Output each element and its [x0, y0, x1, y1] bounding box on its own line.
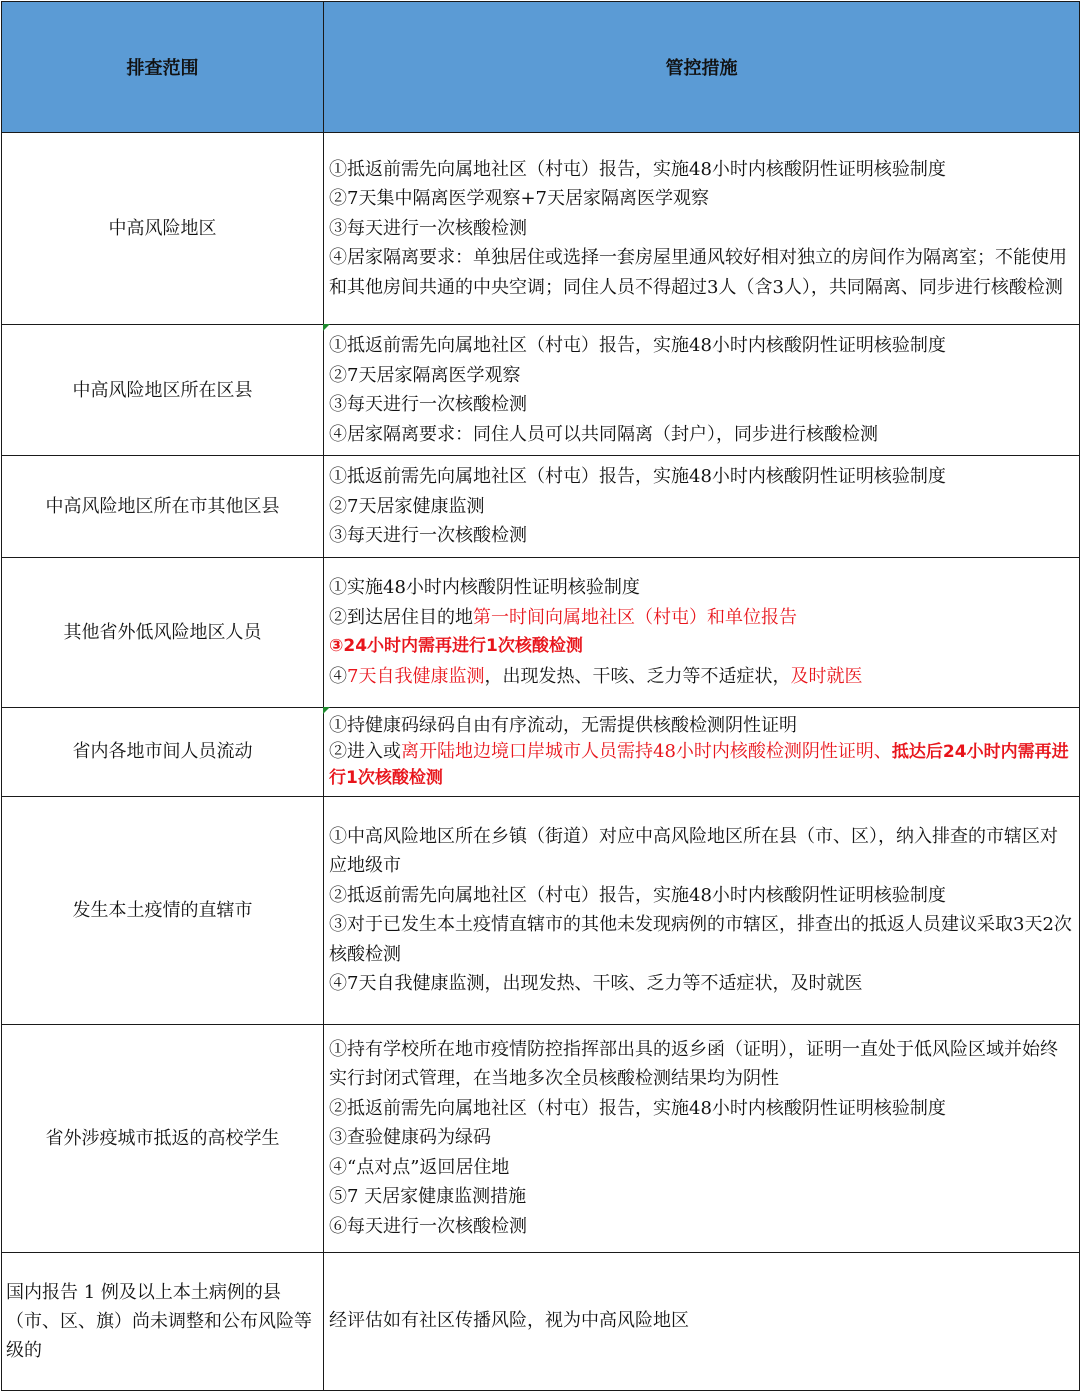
measure-item: ④“点对点”返回居住地	[329, 1156, 510, 1178]
measure-item: ②7天居家健康监测	[329, 495, 485, 517]
table-row	[2, 133, 1080, 325]
measure-item: ②7天居家隔离医学观察	[329, 364, 521, 386]
measure-item: ②抵返前需先向属地社区（村屯）报告，实施48小时内核酸阴性证明核验制度	[329, 1097, 946, 1119]
highlight-text: 及时就医	[790, 665, 863, 687]
table-row	[2, 707, 1080, 796]
header-measures: 管控措施	[324, 2, 1080, 133]
scope-cell: 中高风险地区所在区县	[2, 325, 324, 456]
highlight-text: 离开陆地边境口岸城市人员需持48小时内核酸检测阴性证明、	[401, 740, 892, 762]
measure-text: ②到达居住目的地	[329, 606, 473, 628]
measures-cell	[324, 133, 1080, 325]
measures-cell	[324, 1252, 1080, 1390]
table-row	[2, 1024, 1080, 1252]
measures-cell	[324, 557, 1080, 707]
measure-item: ①实施48小时内核酸阴性证明核验制度	[329, 577, 640, 598]
measure-item: ②抵返前需先向属地社区（村屯）报告，实施48小时内核酸阴性证明核验制度	[329, 884, 946, 906]
highlight-text: 第一时间向属地社区（村屯）和单位报告	[473, 606, 797, 628]
scope-cell: 省外涉疫城市抵返的高校学生	[2, 1024, 324, 1252]
measure-item: ⑥每天进行一次核酸检测	[329, 1215, 527, 1237]
scope-cell: 中高风险地区所在市其他区县	[2, 456, 324, 558]
control-measures-table	[1, 1, 1080, 1391]
measure-text: ④	[329, 665, 347, 687]
scope-cell: 中高风险地区	[2, 133, 324, 325]
table-row	[2, 1252, 1080, 1390]
measure-item: ①抵返前需先向属地社区（村屯）报告，实施48小时内核酸阴性证明核验制度	[329, 158, 946, 180]
header-scope: 排查范围	[2, 2, 324, 133]
table-row	[2, 557, 1080, 707]
scope-cell: 省内各地市间人员流动	[2, 707, 324, 796]
measure-item: ③每天进行一次核酸检测	[329, 394, 527, 415]
measure-item: ④居家隔离要求：单独居住或选择一套房屋里通风较好相对独立的房间作为隔离室；不能使用和其他房间共通的中央空调；同住人员不得超过3人（含3人），共同隔离、同步进行核酸检测	[329, 247, 1067, 298]
measure-item: ③查验健康码为绿码	[329, 1127, 491, 1149]
measures-cell	[324, 796, 1080, 1024]
measure-item-highlight: ③24小时内需再进行1次核酸检测	[329, 636, 583, 656]
measure-item: ③每天进行一次核酸检测	[329, 217, 527, 239]
measure-text: ②进入或	[329, 740, 401, 762]
header-row	[2, 2, 1080, 133]
measure-item	[329, 739, 1075, 791]
measure-item: ①抵返前需先向属地社区（村屯）报告，实施48小时内核酸阴性证明核验制度	[329, 466, 946, 487]
measure-item: ①持有学校所在地市疫情防控指挥部出具的返乡函（证明），证明一直处于低风险区域并始终实行封闭式管理，在当地多次全员核酸检测结果均为阴性	[329, 1038, 1058, 1090]
scope-cell: 国内报告 1 例及以上本土病例的县（市、区、旗）尚未调整和公布风险等级的	[2, 1252, 324, 1390]
measure-text: ，出现发热、干咳、乏力等不适症状，	[484, 665, 791, 687]
measures-cell	[324, 456, 1080, 558]
highlight-text-bold: 抵达后24小时内需再进行1次核酸检测	[329, 741, 1069, 788]
measure-item	[329, 603, 1075, 633]
measure-item: ④7天自我健康监测，出现发热、干咳、乏力等不适症状，及时就医	[329, 973, 863, 994]
scope-cell: 其他省外低风险地区人员	[2, 557, 324, 707]
measure-item: ③每天进行一次核酸检测	[329, 525, 527, 546]
table-row	[2, 796, 1080, 1024]
measures-cell	[324, 1024, 1080, 1252]
measure-item: ②7天集中隔离医学观察+7天居家隔离医学观察	[329, 188, 709, 210]
measure-item	[329, 662, 1075, 692]
scope-cell: 发生本土疫情的直辖市	[2, 796, 324, 1024]
measure-item: ①抵返前需先向属地社区（村屯）报告，实施48小时内核酸阴性证明核验制度	[329, 335, 946, 356]
highlight-text: 7天自我健康监测	[347, 665, 485, 687]
measure-item: ①中高风险地区所在乡镇（街道）对应中高风险地区所在县（市、区），纳入排查的市辖区对应地级市	[329, 825, 1058, 876]
measures-cell	[324, 325, 1080, 456]
measure-item: 经评估如有社区传播风险，视为中高风险地区	[329, 1310, 689, 1332]
measure-item: ⑤7 天居家健康监测措施	[329, 1186, 527, 1208]
measure-item: ④居家隔离要求：同住人员可以共同隔离（封户），同步进行核酸检测	[329, 423, 878, 445]
measures-cell	[324, 707, 1080, 796]
measure-item: ③对于已发生本土疫情直辖市的其他未发现病例的市辖区，排查出的抵返人员建议采取3天2次核酸检测	[329, 914, 1072, 965]
measure-item: ①持健康码绿码自由有序流动，无需提供核酸检测阴性证明	[329, 714, 797, 736]
table-row	[2, 325, 1080, 456]
table-row	[2, 456, 1080, 558]
